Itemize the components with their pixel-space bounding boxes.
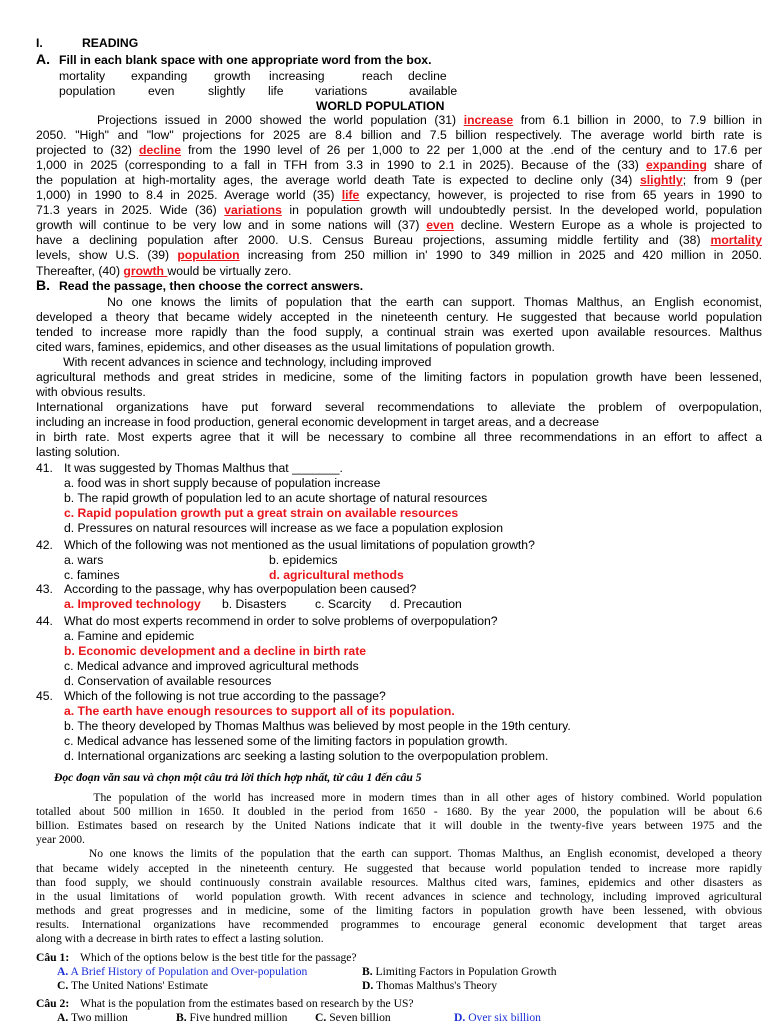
question-number: Câu 1: bbox=[36, 951, 70, 964]
filled-answer: even bbox=[426, 218, 454, 233]
part-b-letter: B. bbox=[36, 277, 50, 293]
correct-option[interactable]: c. Rapid population growth put a great strain on available resources bbox=[64, 506, 459, 520]
option[interactable]: c. Medical advance and improved agricultural methods bbox=[64, 659, 359, 673]
box-word: variations bbox=[315, 84, 368, 98]
option[interactable]: b. The theory developed by Thomas Malthus was believed by most people in the 19th century. bbox=[64, 719, 571, 733]
option[interactable]: b. The rapid growth of population led to an acute shortage of natural resources bbox=[64, 491, 488, 505]
question-number: 43. bbox=[36, 582, 53, 596]
passage-line bbox=[36, 233, 762, 248]
passage-line bbox=[36, 173, 762, 188]
passage-line bbox=[36, 310, 762, 325]
passage-line bbox=[36, 218, 762, 233]
option-d[interactable]: D. Thomas Malthus's Theory bbox=[362, 979, 498, 992]
question-text: Which of the following was not mentioned as the usual limitations of population growth? bbox=[64, 538, 535, 552]
text-run: year 2000. bbox=[36, 833, 85, 847]
passage-line bbox=[36, 918, 762, 932]
passage-line bbox=[36, 188, 762, 203]
part-c-heading: Đọc đoạn văn sau và chọn một câu trả lời thích hợp nhất, từ câu 1 đến câu 5 bbox=[54, 771, 422, 784]
text-run: share of bbox=[706, 158, 762, 173]
filled-answer: life bbox=[341, 188, 360, 203]
passage-line bbox=[36, 128, 762, 143]
passage-line bbox=[36, 340, 555, 355]
text-run: results. International organizations have recommended programmes to encourage general economic development that target areas bbox=[36, 917, 762, 931]
question-text: Which of the options below is the best title for the passage? bbox=[80, 951, 357, 964]
text-run: have a declining population after 2000. U.S. Census Bureau projections, assuming middle fertility and (38) bbox=[36, 233, 711, 248]
passage-line bbox=[36, 876, 762, 890]
passage-line bbox=[36, 295, 762, 310]
box-word: expanding bbox=[131, 69, 188, 83]
text-run: lasting solution. bbox=[36, 445, 121, 459]
passage-title: WORLD POPULATION bbox=[316, 99, 445, 113]
box-word: growth bbox=[214, 69, 251, 83]
passage-line bbox=[36, 370, 762, 385]
passage-line bbox=[36, 445, 120, 460]
box-word: mortality bbox=[59, 69, 106, 83]
correct-option[interactable]: a. The earth have enough resources to support all of its population. bbox=[64, 704, 455, 718]
text-run: Thereafter, (40) bbox=[36, 263, 124, 278]
text-run: in population growth will undoubtedly persist. In the developed world, population bbox=[281, 203, 763, 218]
text-run: than food supply, we should continuously constrain available resources. Malthus cited wars, famines, epidemics and other disasters as bbox=[36, 875, 762, 889]
box-word: reach bbox=[362, 69, 393, 83]
text-run: agricultural methods and great strides in medicine, some of the limiting factors in population growth have been lessened, bbox=[36, 370, 762, 384]
question-text: According to the passage, why has overpopulation been caused? bbox=[64, 582, 417, 596]
option[interactable]: c. famines bbox=[64, 568, 120, 582]
option[interactable]: a. Famine and epidemic bbox=[64, 629, 195, 643]
text-run: expectancy, however, is projected to rise from 65 years in 1990 to bbox=[359, 188, 763, 203]
passage-line bbox=[36, 415, 599, 430]
text-run: from 6.1 billion in 2000, to 7.9 billion in bbox=[513, 113, 762, 127]
text-run: 2050. "High" and "low" projections for 2025 are 8.4 billion and 7.5 billion respectively. The average world birth rate is bbox=[36, 128, 762, 143]
correct-option[interactable]: d. agricultural methods bbox=[269, 568, 404, 582]
text-run: projected to (32) bbox=[36, 143, 139, 158]
text-run: billion. Estimates based on research by the United Nations indicate that it will double in the twenty-five years between 1975 and the bbox=[36, 819, 762, 833]
text-run: including an increase in food production, general economic development in target areas, and a decrease bbox=[36, 415, 600, 429]
passage-line bbox=[36, 932, 324, 946]
text-run: The population of the world has increased more in modern times than in all other ages of history combined. World population bbox=[36, 791, 762, 804]
question-text: Which of the following is not true according to the passage? bbox=[64, 689, 386, 703]
box-word: life bbox=[268, 84, 284, 98]
part-b-instruction: Read the passage, then choose the correct answers. bbox=[59, 279, 364, 293]
passage-line bbox=[36, 805, 762, 819]
text-run: No one knows the limits of population that the earth can support. Thomas Malthus, an English economist, bbox=[36, 295, 762, 309]
text-run: that became widely accepted in the nineteenth century. He suggested that because world population tended to increase more rapidly bbox=[36, 861, 762, 875]
passage-line bbox=[36, 355, 431, 370]
passage-line bbox=[36, 385, 146, 400]
text-run: With recent advances in science and technology, including improved bbox=[36, 355, 432, 369]
option-c[interactable]: C. The United Nations' Estimate bbox=[57, 979, 208, 992]
text-run: 1,000 in 2025 (corresponding to a fall in TFH from 3.3 in 1990 to 2.1 in 2025). Because of the (33) bbox=[36, 158, 646, 173]
question-number: 42. bbox=[36, 538, 53, 552]
option-d[interactable]: D. Over six billion bbox=[454, 1011, 541, 1024]
question-text: What is the population from the estimates based on research by the US? bbox=[80, 997, 414, 1010]
text-run: increasing from 250 million in' 1990 to 349 million in 2025 and 420 million in 2050. bbox=[239, 248, 763, 263]
passage-line bbox=[36, 862, 762, 876]
box-word: population bbox=[59, 84, 116, 98]
question-number: 45. bbox=[36, 689, 53, 703]
text-run: Projections issued in 2000 showed the world population (31) bbox=[36, 113, 464, 127]
filled-answer: decline bbox=[139, 143, 181, 158]
part-a-instruction: Fill in each blank space with one appropriate word from the box. bbox=[59, 53, 432, 67]
text-run: with obvious results. bbox=[36, 385, 146, 399]
text-run: No one knows the limits of the population that the earth can support. Thomas Malthus, an English economist, developed a theory bbox=[36, 847, 762, 861]
option-a[interactable]: A. Two million bbox=[57, 1011, 128, 1024]
passage-line bbox=[36, 248, 762, 263]
filled-answer: growth bbox=[123, 263, 168, 278]
option[interactable]: c. Medical advance has lessened some of the limiting factors in population growth. bbox=[64, 734, 508, 748]
text-run: cited wars, famines, epidemics, and other diseases as the usual limitations of population growth. bbox=[36, 340, 555, 354]
correct-option[interactable]: a. Improved technology bbox=[64, 597, 201, 611]
passage-line bbox=[36, 158, 762, 173]
option[interactable]: d. Pressures on natural resources will increase as we face a population explosion bbox=[64, 521, 503, 535]
option[interactable]: d. Conservation of available resources bbox=[64, 674, 272, 688]
box-word: slightly bbox=[208, 84, 246, 98]
text-run: from the 1990 level of 26 per 1,000 to 22 per 1,000 at the .end of the century and to 17.6 per bbox=[181, 143, 763, 158]
passage-line bbox=[36, 847, 762, 861]
text-run: 1,000) in 1990 to 8.4 in 2025. Average world (35) bbox=[36, 188, 342, 203]
passage-line bbox=[36, 325, 762, 340]
text-run: 71.3 years in 2025. Wide (36) bbox=[36, 203, 225, 218]
option[interactable]: d. International organizations arc seeking a lasting solution to the overpopulation problem. bbox=[64, 749, 549, 763]
option-a[interactable]: A. A Brief History of Population and Over-population bbox=[57, 965, 308, 978]
question-number: 44. bbox=[36, 614, 53, 628]
option[interactable]: d. Precaution bbox=[390, 597, 462, 611]
text-run: the population at high-mortality ages, the average world death Tate is expected to decline only (34) bbox=[36, 173, 641, 188]
section-number: I. bbox=[36, 36, 43, 50]
text-run: tended to increase more rapidly than the food supply, a continual strain was exerted upon available resources. Malthus bbox=[36, 325, 762, 339]
text-run: levels, show U.S. (39) bbox=[36, 248, 178, 263]
question-number: 41. bbox=[36, 461, 53, 475]
text-run: International organizations have put forward several recommendations to alleviate the problem of overpopulation, bbox=[36, 400, 762, 414]
option[interactable]: b. epidemics bbox=[269, 553, 338, 567]
text-run: methods and great progresses and in medicine, some of the limiting factors in population growth have been lessened, with obvious bbox=[36, 903, 762, 917]
correct-option[interactable]: b. Economic development and a decline in birth rate bbox=[64, 644, 367, 658]
option-b[interactable]: B. Five hundred million bbox=[176, 1011, 288, 1024]
passage-line bbox=[36, 430, 762, 445]
passage-line bbox=[36, 203, 762, 218]
option[interactable]: a. wars bbox=[64, 553, 104, 567]
filled-answer: expanding bbox=[646, 158, 707, 173]
passage-line bbox=[36, 819, 762, 833]
option-c[interactable]: C. Seven billion bbox=[315, 1011, 391, 1024]
text-run: in the usual limitations of world population growth. With recent advances in science and technology, including improved agricultural bbox=[36, 889, 762, 903]
passage-line bbox=[36, 904, 762, 918]
question-text: It was suggested by Thomas Malthus that _______. bbox=[64, 461, 343, 475]
text-run: decline. Western Europe as a whole is projected to bbox=[453, 218, 762, 233]
option[interactable]: c. Scarcity bbox=[315, 597, 372, 611]
option-b[interactable]: B. Limiting Factors in Population Growth bbox=[362, 965, 557, 978]
text-run: would be virtually zero. bbox=[167, 263, 292, 278]
part-a-letter: A. bbox=[36, 51, 50, 67]
text-run: ; from 9 (per bbox=[682, 173, 762, 188]
option[interactable]: b. Disasters bbox=[222, 597, 287, 611]
passage-line bbox=[36, 400, 762, 415]
question-text: What do most experts recommend in order to solve problems of overpopulation? bbox=[64, 614, 498, 628]
text-run: along with a decrease in birth rates to effect a lasting solution. bbox=[36, 932, 324, 945]
passage-line bbox=[36, 791, 762, 805]
filled-answer: variations bbox=[224, 203, 282, 218]
text-run: developed a theory that became widely accepted in the nineteenth century. He suggested that because world population bbox=[36, 310, 762, 324]
filled-answer: population bbox=[177, 248, 240, 263]
box-word: increasing bbox=[269, 69, 325, 83]
box-word: available bbox=[409, 84, 458, 98]
passage-line bbox=[36, 264, 291, 279]
passage-line bbox=[36, 143, 762, 158]
passage-line bbox=[36, 890, 762, 904]
filled-answer: slightly bbox=[640, 173, 683, 188]
question-number: Câu 2: bbox=[36, 997, 70, 1010]
filled-answer: increase bbox=[463, 113, 514, 127]
option[interactable]: a. food was in short supply because of population increase bbox=[64, 476, 381, 490]
filled-answer: mortality bbox=[710, 233, 762, 248]
passage-line bbox=[36, 833, 85, 847]
box-word: even bbox=[148, 84, 175, 98]
text-run: totalled about 500 million in 1650. It doubled in the period from 1650 - 1680. By the year 2000, the population will be about 6.6 bbox=[36, 805, 762, 819]
section-title: READING bbox=[82, 36, 139, 50]
passage-line bbox=[36, 113, 762, 128]
text-run: in birth rate. Most experts agree that it will be necessary to combine all three recommendations in an effort to affect a bbox=[36, 430, 762, 444]
box-word: decline bbox=[408, 69, 447, 83]
text-run: growth will continue to be very low and in some nations will (37) bbox=[36, 218, 427, 233]
